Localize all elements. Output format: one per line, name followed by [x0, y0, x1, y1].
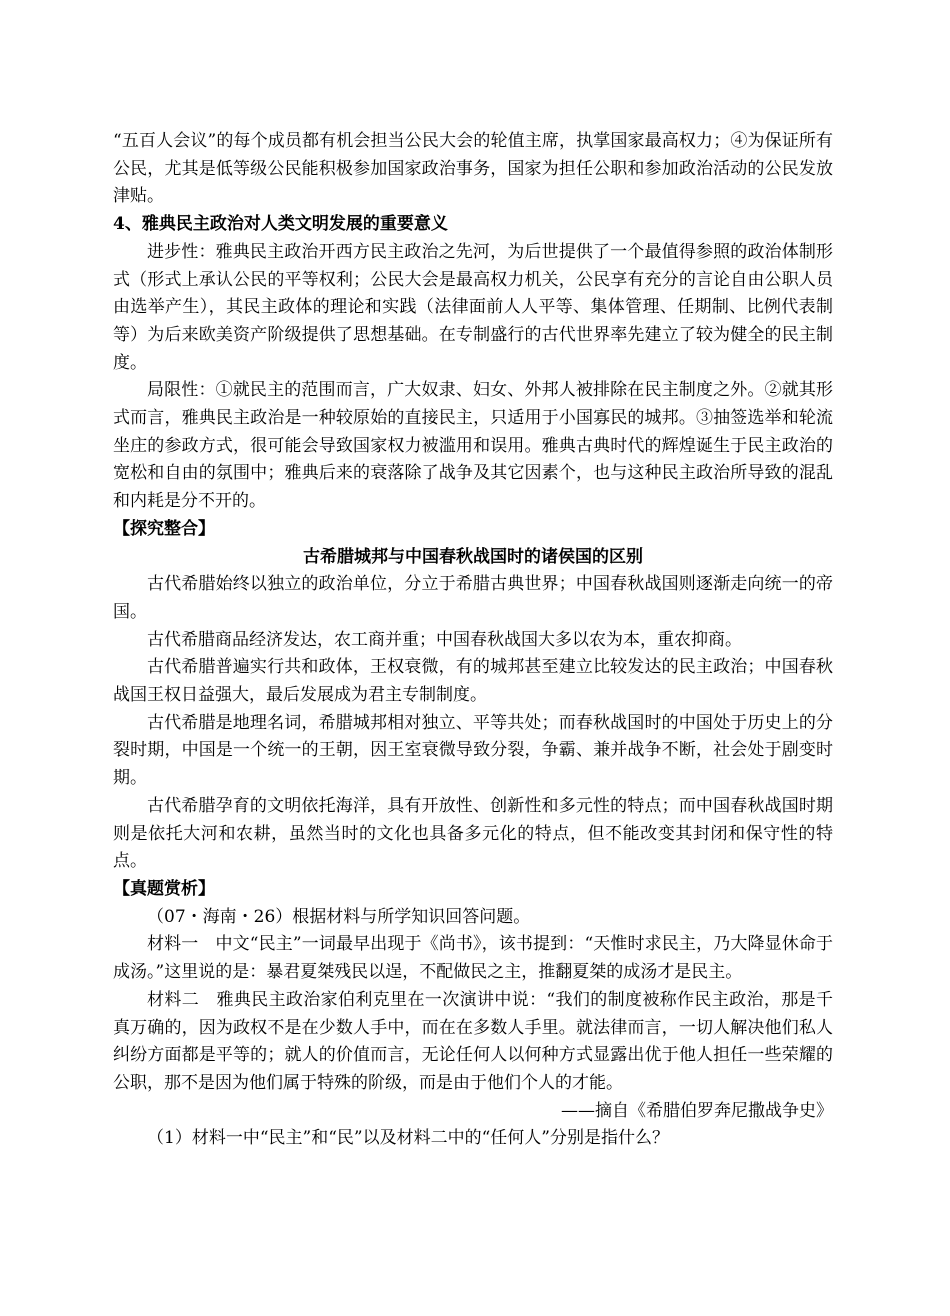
- progressive-paragraph: 进步性：雅典民主政治开西方民主政治之先河，为后世提供了一个最值得参照的政治体制形式（形式上承认公民的平等权利；公民大会是最高权力机关，公民享有充分的言论自由公职人员由选举产生），其民主政体的理论和实践（法律面前人人平等、集体管理、任期制、比例代表制等）为后来欧美资产阶级提供了思想基础。在专制盛行的古代世界率先建立了较为健全的民主制度。: [113, 241, 833, 373]
- material-two: 材料二 雅典民主政治家伯利克里在一次演讲中说：“我们的制度被称作民主政治，那是千真万确的，因为政权不是在少数人手中，而在在多数人手里。就法律而言，一切人解决他们私人纠纷方面都是平等的；就人的价值而言，无论任何人以何种方式显露出优于他人担任一些荣耀的公职，那不是因为他们属于特殊的阶级，而是由于他们个人的才能。: [113, 989, 833, 1093]
- material-one: 材料一 中文“民主”一词最早出现于《尚书》，该书提到：“天惟时求民主，乃大降显休命于成汤。”这里说的是：暴君夏桀残民以逞，不配做民之主，推翻夏桀的成汤才是民主。: [113, 934, 833, 983]
- question-one: （1）材料一中“民主”和“民”以及材料二中的“任何人”分别是指什么？: [147, 1128, 669, 1149]
- exam-source: （07・海南・26）根据材料与所学知识回答问题。: [147, 906, 531, 927]
- explore-paragraph: 古代希腊普遍实行共和政体，王权衰微，有的城邦甚至建立比较发达的民主政治；中国春秋战国王权日益强大，最后发展成为君主专制制度。: [113, 657, 833, 706]
- exam-heading: 【真题赏析】: [113, 878, 215, 899]
- section-heading: 4、雅典民主政治对人类文明发展的重要意义: [113, 214, 448, 235]
- continuation-paragraph: “五百人会议”的每个成员都有机会担当公民大会的轮值主席，执掌国家最高权力；④为保证所有公民，尤其是低等级公民能积极参加国家政治事务，国家为担任公职和参加政治活动的公民发放津贴。: [113, 131, 833, 207]
- explore-heading: 【探究整合】: [113, 518, 215, 539]
- explore-paragraph: 古代希腊孕育的文明依托海洋，具有开放性、创新性和多元性的特点；而中国春秋战国时期则是依托大河和农耕，虽然当时的文化也具备多元化的特点，但不能改变其封闭和保守性的特点。: [113, 795, 833, 872]
- document-page: [113, 128, 833, 1153]
- explore-title: 古希腊城邦与中国春秋战国时的诸侯国的区别: [303, 546, 643, 567]
- limitations-paragraph: 局限性：①就民主的范围而言，广大奴隶、妇女、外邦人被排除在民主制度之外。②就其形式而言，雅典民主政治是一种较原始的直接民主，只适用于小国寡民的城邦。③抽签选举和轮流坐庄的参政方式，很可能会导致国家权力被滥用和误用。雅典古典时代的辉煌诞生于民主政治的宽松和自由的氛围中；雅典后来的衰落除了战争及其它因素个，也与这种民主政治所导致的混乱和内耗是分不开的。: [113, 380, 833, 512]
- explore-paragraph: 古代希腊商品经济发达，农工商并重；中国春秋战国大多以农为本，重农抑商。: [147, 629, 742, 650]
- citation: ——摘自《希腊伯罗奔尼撒战争史》: [561, 1100, 833, 1121]
- explore-paragraph: 古代希腊始终以独立的政治单位，分立于希腊古典世界；中国春秋战国则逐渐走向统一的帝国。: [113, 574, 833, 622]
- explore-paragraph: 古代希腊是地理名词，希腊城邦相对独立、平等共处；而春秋战国时的中国处于历史上的分裂时期，中国是一个统一的王朝，因王室衰微导致分裂，争霸、兼并战争不断，社会处于剧变时期。: [113, 712, 833, 789]
